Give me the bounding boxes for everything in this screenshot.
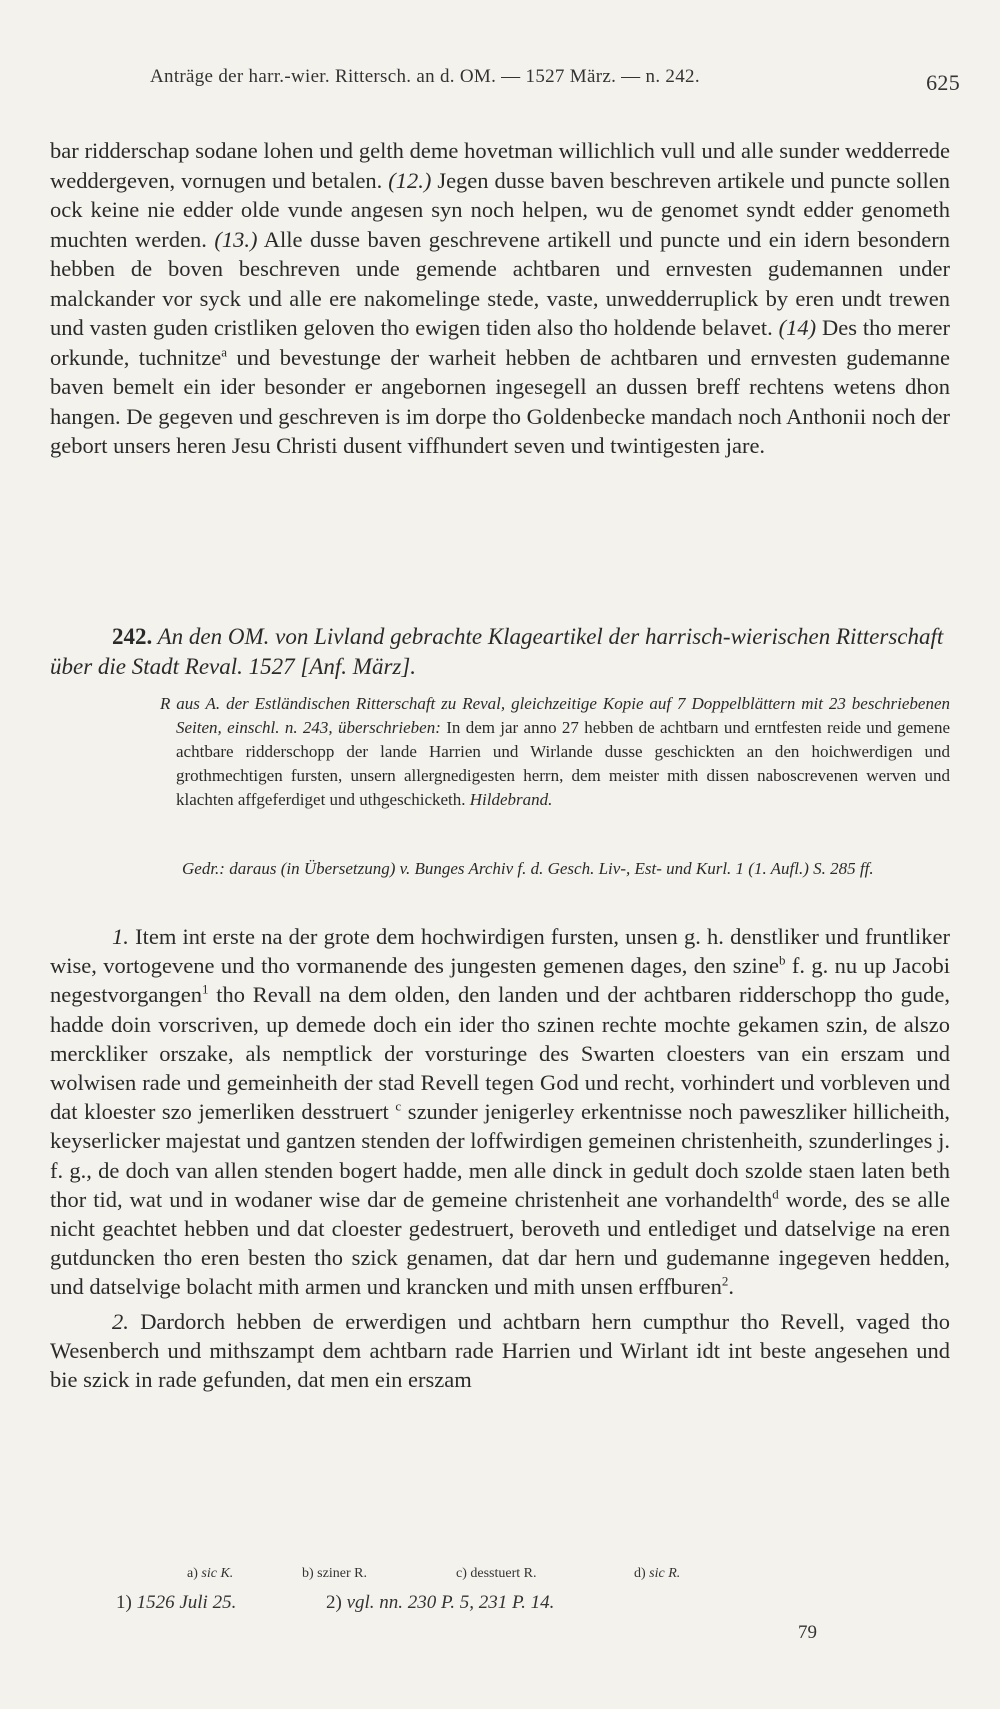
entry-title xyxy=(50,622,950,682)
footnote-mark: a xyxy=(221,344,228,359)
source-signature: Hildebrand. xyxy=(469,790,553,809)
footnote-mark: b xyxy=(778,952,786,968)
footnote-a: a) sic K. xyxy=(187,1566,234,1581)
article-1: 1. Item int erste na der grote dem hochwirdigen fursten, unsen g. h. denstliker und fruntliker wise, vortogevene und tho vormanende des jungesten gemenen dages, den szine$^b$ f. g. nu up Jacobi negestvorgangen$^1$ tho Revall na dem olden, den landen und der achtbaren ridderschopp tho gude, hadde doin vorscriven, up demede doch ein ider tho szinen rechte mochte gekamen szin, de alszo merckliker orszake, als nemptlick der vorsturinge des Swarten cloesters van ein erszam und wolwisen rade und gemeinheith der stad Revell tegen God und recht, vorhindert und vorbleven und dat kloester szo jemerliken desstruert $^c$ szunder jenigerley erkentnisse noch paweszliker hillicheith, keyserlicker majestat und gantzen stenden der loffwirdigen gemeinen christenheith, szunderlinges j. f. g., de doch van allen stenden bogert hadde, men alle dinck in gedult doch szolde staen laten beth thor tid, wat und in wodaner wise dar de gemeine christenheit ane vorhandelth$^d$ worde, des se alle nicht geachtet hebben und dat cloester gedestruert, beroveth und entlediget und datselvige na eren gutduncken tho eren besten tho szick genamen, dat dar hern und gudemanne ingegeven hedden, und datselvige bolacht mith armen und krancken und mith unsen erffburen$^2$. xyxy=(50,924,951,1300)
article-number: 1. xyxy=(112,924,129,949)
footnote-2: 2) vgl. nn. 230 P. 5, 231 P. 14. xyxy=(326,1592,555,1613)
running-head: Anträge der harr.-wier. Rittersch. an d. OM. — 1527 März. — n. 242. xyxy=(150,66,700,87)
clause-number: (14) xyxy=(778,315,817,340)
clause-number: (13.) xyxy=(214,226,258,252)
footnote-d: d) sic R. xyxy=(634,1566,681,1581)
continuation-text xyxy=(50,136,950,461)
page-number: 625 xyxy=(926,70,960,95)
continuation-paragraph: bar ridderschap sodane lohen und gelth deme hovetman willichlich vull und alle sunder wedderrede weddergeven, vornugen und betalen. (12.) Jegen dusse baven beschreven artikele und puncte sollen ock keine nie edder olde vunde angesen syn noch helpen, wu de genomet syndt edder genometh muchten werden. (13.) Alle dusse baven geschrevene artikell und puncte und ein idern besondern hebben de boven beschreven unde gemende achtbaren und ernvesten gudemannen under malckander vor syck und alle ere nakomelinge stede, vaste, unwedderruplick by eren undt trewen und vasten guden cristliken geloven tho ewigen tiden also tho holdende belavet. (14) Des tho merer orkunde, tuchnitze$^a$ und bevestunge der warheit hebben de achtbaren und ernvesten gudemanne baven bemelt ein ider besonder er angebornen ingesegell an dussen breff rechtens wetens dhon hangen. De gegeven und geschreven is im dorpe tho Goldenbecke mandach noch Anthonii noch der gebort unsers heren Jesu Christi dusent viffhundert seven und twintigesten jare. xyxy=(50,138,950,458)
entry-heading: An den OM. von Livland gebrachte Klageartikel der harrisch-wierischen Ritterschaft über die Stadt Reval. 1527 [Anf. März]. xyxy=(50,624,944,679)
source-note xyxy=(160,692,950,812)
entry-number: 242. xyxy=(112,624,153,649)
footnote-mark: c xyxy=(395,1098,402,1114)
sheet-number: 79 xyxy=(798,1622,817,1643)
clause-number: (12.) xyxy=(388,167,432,193)
footnote-mark: d xyxy=(772,1186,779,1202)
article-number: 2. xyxy=(112,1308,129,1334)
footnote-mark: 2 xyxy=(721,1273,729,1289)
footnote-mark: 1 xyxy=(202,981,209,997)
article-2: 2. Dardorch hebben de erwerdigen und achtbarn hern cumpthur tho Revell, vaged tho Wesenberch und mithszampt dem achtbarn rade Harrien und Wirlant idt int beste angesehen und bie szick in rade gefunden, dat men ein erszam xyxy=(50,1308,950,1393)
articles xyxy=(50,922,950,1394)
source-description: R aus A. der Estländischen Ritterschaft zu Reval, gleichzeitige Kopie auf 7 Doppelblättern mit 23 beschriebenen Seiten, einschl. n. 243, überschrieben: xyxy=(160,694,950,737)
printed-edition-note: Gedr.: daraus (in Übersetzung) v. Bunges Archiv f. d. Gesch. Liv-, Est- und Kurl. 1 (1. Aufl.) S. 285 ff. xyxy=(182,859,874,878)
footnote-c: c) desstuert R. xyxy=(456,1566,537,1581)
source-quote: In dem jar anno 27 hebben de achtbarn und erntfesten reide und gemene achtbare ridderschopp der lande Harrien und Wirlande dusse geschickten an den hoichwerdigen und grothmechtigen fursten, unsern allergnedigesten herrn, dem meister mith dissen naboscrevenen werven und klachten affgeferdiget und uthgeschicketh. xyxy=(176,718,950,809)
footnote-b: b) sziner R. xyxy=(302,1566,367,1581)
footnote-1: 1) 1526 Juli 25. xyxy=(116,1592,237,1613)
